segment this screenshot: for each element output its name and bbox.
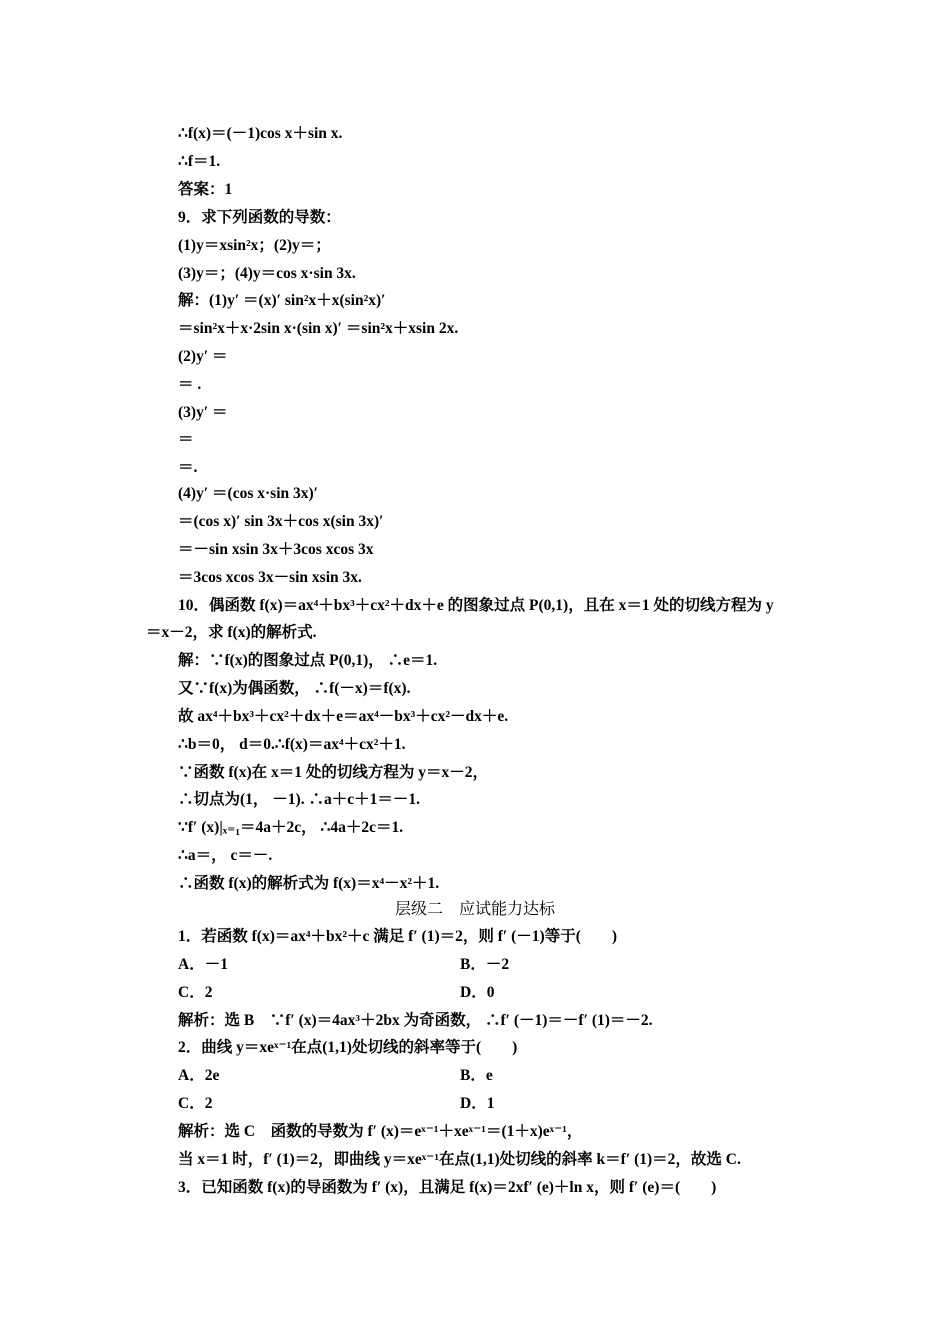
option-a: A．2e bbox=[178, 1067, 220, 1084]
question-9-part: (3)y＝；(4)y＝cos x·sin 3x. bbox=[178, 265, 356, 282]
option-d: D．1 bbox=[460, 1095, 495, 1112]
solution-line: (3)y′ ＝ bbox=[178, 404, 228, 421]
question-2-analysis: 解析：选 C 函数的导数为 f′ (x)＝eˣ⁻¹＋xeˣ⁻¹＝(1＋x)eˣ⁻¹， bbox=[178, 1123, 583, 1140]
option-b: B．e bbox=[460, 1067, 493, 1084]
answer-line: 答案：1 bbox=[178, 181, 233, 198]
solution-line: ＝3cos xcos 3x－sin xsin 3x. bbox=[178, 569, 362, 586]
solution-line: ∴a＝， c＝－. bbox=[178, 847, 273, 864]
option-a: A．－1 bbox=[178, 956, 228, 973]
question-1-analysis: 解析：选 B ∵f′ (x)＝4ax³＋2bx 为奇函数， ∴f′ (－1)＝－f′ (1)＝－2. bbox=[178, 1012, 653, 1029]
solution-line: ∴f(x)＝(－1)cos x＋sin x. bbox=[178, 125, 343, 142]
solution-line: (2)y′ ＝ bbox=[178, 348, 228, 365]
solution-line: (4)y′ ＝(cos x·sin 3x)′ bbox=[178, 485, 319, 502]
question-9: 9．求下列函数的导数： bbox=[178, 209, 341, 226]
solution-line: ＝ . bbox=[178, 376, 202, 393]
question-2-analysis-cont: 当 x＝1 时，f′ (1)＝2，即曲线 y＝xeˣ⁻¹在点(1,1)处切线的斜率 k＝f′ (1)＝2，故选 C. bbox=[178, 1151, 741, 1168]
solution-line: ＝－sin xsin 3x＋3cos xcos 3x bbox=[178, 541, 374, 558]
solution-line: ∴f＝1. bbox=[178, 153, 221, 170]
solution-line: ∴函数 f(x)的解析式为 f(x)＝x⁴－x²＋1. bbox=[178, 875, 440, 892]
solution-line: 又∵f(x)为偶函数， ∴f(－x)＝f(x). bbox=[178, 680, 411, 697]
question-10: 10．偶函数 f(x)＝ax⁴＋bx³＋cx²＋dx＋e 的图象过点 P(0,1)，且在 x＝1 处的切线方程为 y bbox=[178, 597, 774, 614]
option-c: C．2 bbox=[178, 984, 213, 1001]
question-9-part: (1)y＝xsin²x；(2)y＝； bbox=[178, 237, 331, 254]
solution-line: ∵函数 f(x)在 x＝1 处的切线方程为 y＝x－2， bbox=[178, 764, 488, 781]
solution-line: 解：∵f(x)的图象过点 P(0,1)， ∴e＝1. bbox=[178, 652, 438, 669]
section-title: 层级二 应试能力达标 bbox=[394, 901, 555, 918]
option-c: C．2 bbox=[178, 1095, 213, 1112]
solution-line: ∴切点为(1， －1). ∴a＋c＋1＝－1. bbox=[178, 791, 420, 808]
question-10-cont: ＝x－2，求 f(x)的解析式. bbox=[146, 624, 317, 641]
solution-line: 解：(1)y′ ＝(x)′ sin²x＋x(sin²x)′ bbox=[178, 292, 386, 309]
solution-line: ＝ bbox=[178, 431, 194, 448]
question-1-stem: 1．若函数 f(x)＝ax⁴＋bx²＋c 满足 f′ (1)＝2，则 f′ (－1)等于( ) bbox=[178, 928, 618, 945]
solution-line: ∵f′ (x)|ₓ₌₁＝4a＋2c， ∴4a＋2c＝1. bbox=[178, 819, 404, 836]
solution-line: ＝sin²x＋x·2sin x·(sin x)′ ＝sin²x＋xsin 2x. bbox=[178, 320, 459, 337]
question-2-stem: 2．曲线 y＝xeˣ⁻¹在点(1,1)处切线的斜率等于( ) bbox=[178, 1039, 518, 1056]
solution-line: ∴b＝0， d＝0.∴f(x)＝ax⁴＋cx²＋1. bbox=[178, 736, 406, 753]
option-d: D．0 bbox=[460, 984, 495, 1001]
solution-line: ＝. bbox=[178, 459, 198, 476]
solution-line: ＝(cos x)′ sin 3x＋cos x(sin 3x)′ bbox=[178, 513, 384, 530]
solution-line: 故 ax⁴＋bx³＋cx²＋dx＋e＝ax⁴－bx³＋cx²－dx＋e. bbox=[178, 708, 509, 725]
question-3-stem: 3．已知函数 f(x)的导函数为 f′ (x)，且满足 f(x)＝2xf′ (e)＋ln x，则 f′ (e)＝( ) bbox=[178, 1179, 717, 1196]
option-b: B．－2 bbox=[460, 956, 510, 973]
